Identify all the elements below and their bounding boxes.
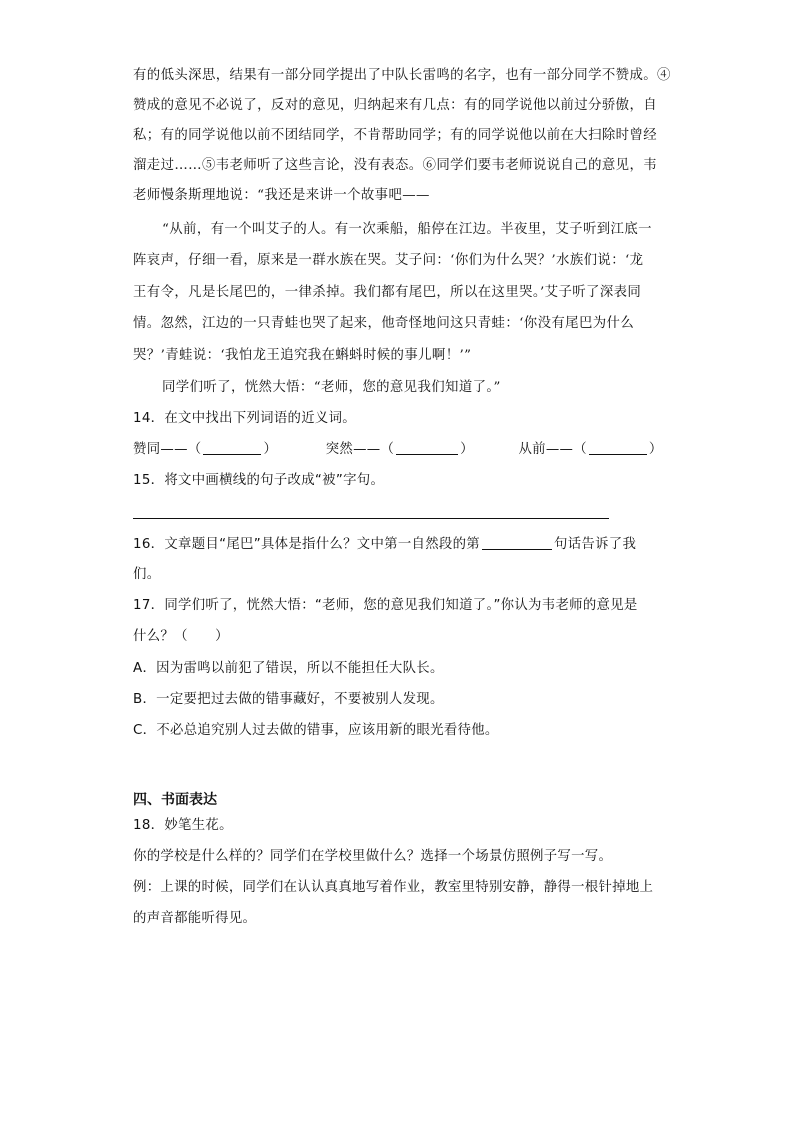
synonym-pair: 从前——（ ） xyxy=(518,442,663,457)
question-17-line: 什么？（ ） xyxy=(133,629,229,644)
passage-line: 私；有的同学说他以前不团结同学，不肯帮助同学；有的同学说他以前在大扫除时曾经 xyxy=(133,128,658,143)
question-14-pairs xyxy=(133,440,663,460)
passage-line: 赞成的意见不必说了，反对的意见，归纳起来有几点：有的同学说他以前过分骄傲，自 xyxy=(133,98,658,113)
answer-line[interactable] xyxy=(133,518,609,519)
synonym-pair: 赞同——（ ） xyxy=(133,442,278,457)
synonym-pair: 突然——（ ） xyxy=(325,442,474,457)
answer-blank[interactable] xyxy=(203,440,261,455)
question-17-line: 17．同学们听了，恍然大悟：“老师，您的意见我们知道了。”你认为韦老师的意见是 xyxy=(133,598,638,613)
example-line: 的声音都能听得见。 xyxy=(133,911,257,926)
answer-blank[interactable] xyxy=(482,535,552,550)
example-line: 例：上课的时候，同学们在认认真真地写着作业，教室里特别安静，静得一根针掉地上 xyxy=(133,880,654,895)
question-15-prompt: 15．将文中画横线的句子改成“被”字句。 xyxy=(133,473,385,488)
passage-line: 溜走过……⑤韦老师听了这些言论，没有表态。⑥同学们要韦老师说说自己的意见，韦 xyxy=(133,158,658,173)
passage-line: 同学们听了，恍然大悟：“老师，您的意见我们知道了。” xyxy=(162,380,501,395)
option-c[interactable]: C．不必总追究别人过去做的错事，应该用新的眼光看待他。 xyxy=(133,723,499,738)
passage-line: “从前，有一个叫艾子的人。有一次乘船，船停在江边。半夜里，艾子听到江底一 xyxy=(162,222,652,237)
question-14-prompt: 14．在文中找出下列词语的近义词。 xyxy=(133,411,356,426)
question-18-prompt: 你的学校是什么样的？同学们在学校里做什么？选择一个场景仿照例子写一写。 xyxy=(133,849,613,864)
option-a[interactable]: A．因为雷鸣以前犯了错误，所以不能担任大队长。 xyxy=(133,661,444,676)
passage-line: 情。忽然，江边的一只青蛙也哭了起来，他奇怪地问这只青蛙：‘你没有尾巴为什么 xyxy=(133,316,635,331)
answer-blank[interactable] xyxy=(589,440,647,455)
passage-line: 阵哀声，仔细一看，原来是一群水族在哭。艾子问：‘你们为什么哭？’水族们说：‘龙 xyxy=(133,253,644,268)
passage-line: 王有令，凡是长尾巴的，一律杀掉。我们都有尾巴，所以在这里哭。’艾子听了深表同 xyxy=(133,285,642,300)
question-18-title: 18．妙笔生花。 xyxy=(133,818,233,833)
option-b[interactable]: B．一定要把过去做的错事藏好，不要被别人发现。 xyxy=(133,692,444,707)
passage-line: 哭？’青蛙说：‘我怕龙王追究我在蝌蚪时候的事儿啊！’” xyxy=(133,348,472,363)
question-16-line: 16．文章题目“尾巴”具体是指什么？文中第一自然段的第 句话告诉了我 xyxy=(133,537,637,552)
passage-line: 有的低头深思，结果有一部分同学提出了中队长雷鸣的名字，也有一部分同学不赞成。④ xyxy=(133,68,671,83)
question-16-line: 们。 xyxy=(133,567,161,582)
passage-line: 老师慢条斯理地说：“我还是来讲一个故事吧—— xyxy=(133,188,430,203)
section-heading: 四、书面表达 xyxy=(133,792,217,808)
answer-blank[interactable] xyxy=(396,440,458,455)
